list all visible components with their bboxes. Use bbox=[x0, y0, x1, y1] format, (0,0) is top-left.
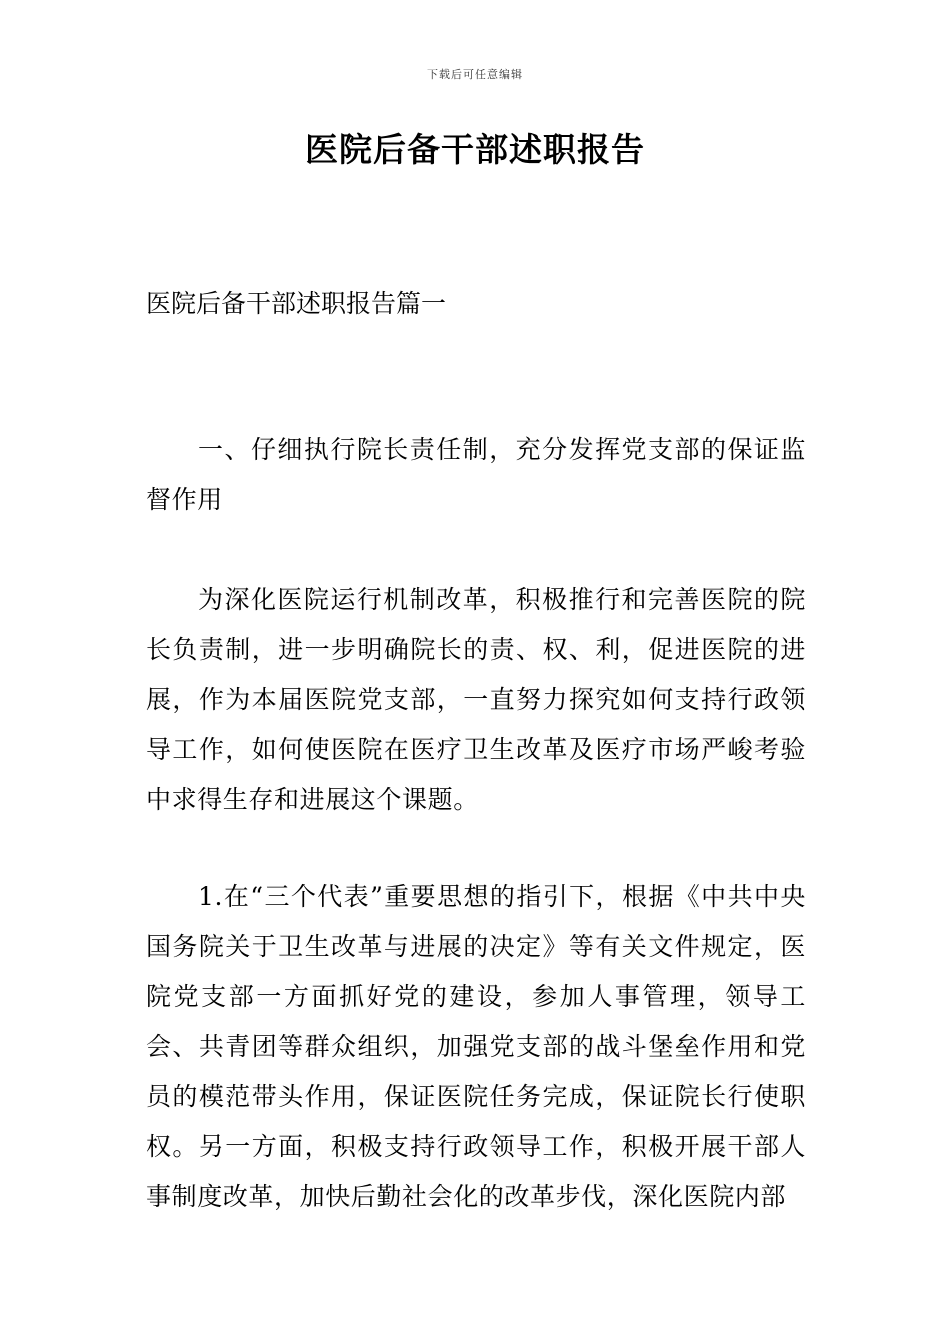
paragraph-three-represents: 1.在“三个代表”重要思想的指引下，根据《中共中央国务院关于卫生改革与进展的决定》等有关文件规定，医院党支部一方面抓好党的建设，参加人事管理，领导工会、共青团等群众组织，加强党支部的战斗堡垒作用和党员的模范带头作用，保证医院任务完成，保证院长行使职权。另一方面，积极支持行政领导工作，积极开展干部人事制度改革，加快后勤社会化的改革步伐，深化医院内部 bbox=[146, 882, 806, 1211]
document-title: 医院后备干部述职报告 bbox=[305, 130, 645, 169]
paragraph-heading-one: 一、仔细执行院长责任制，充分发挥党支部的保证监督作用 bbox=[146, 435, 806, 514]
header-note: 下载后可任意编辑 bbox=[427, 68, 523, 81]
section-title: 医院后备干部述职报告篇一 bbox=[146, 289, 447, 318]
paragraph-reform: 为深化医院运行机制改革，积极推行和完善医院的院长负责制，进一步明确院长的责、权、利，促进医院的进展，作为本届医院党支部，一直努力探究如何支持行政领导工作，如何使医院在医疗卫生改革及医疗市场严峻考验中求得生存和进展这个课题。 bbox=[146, 585, 806, 814]
